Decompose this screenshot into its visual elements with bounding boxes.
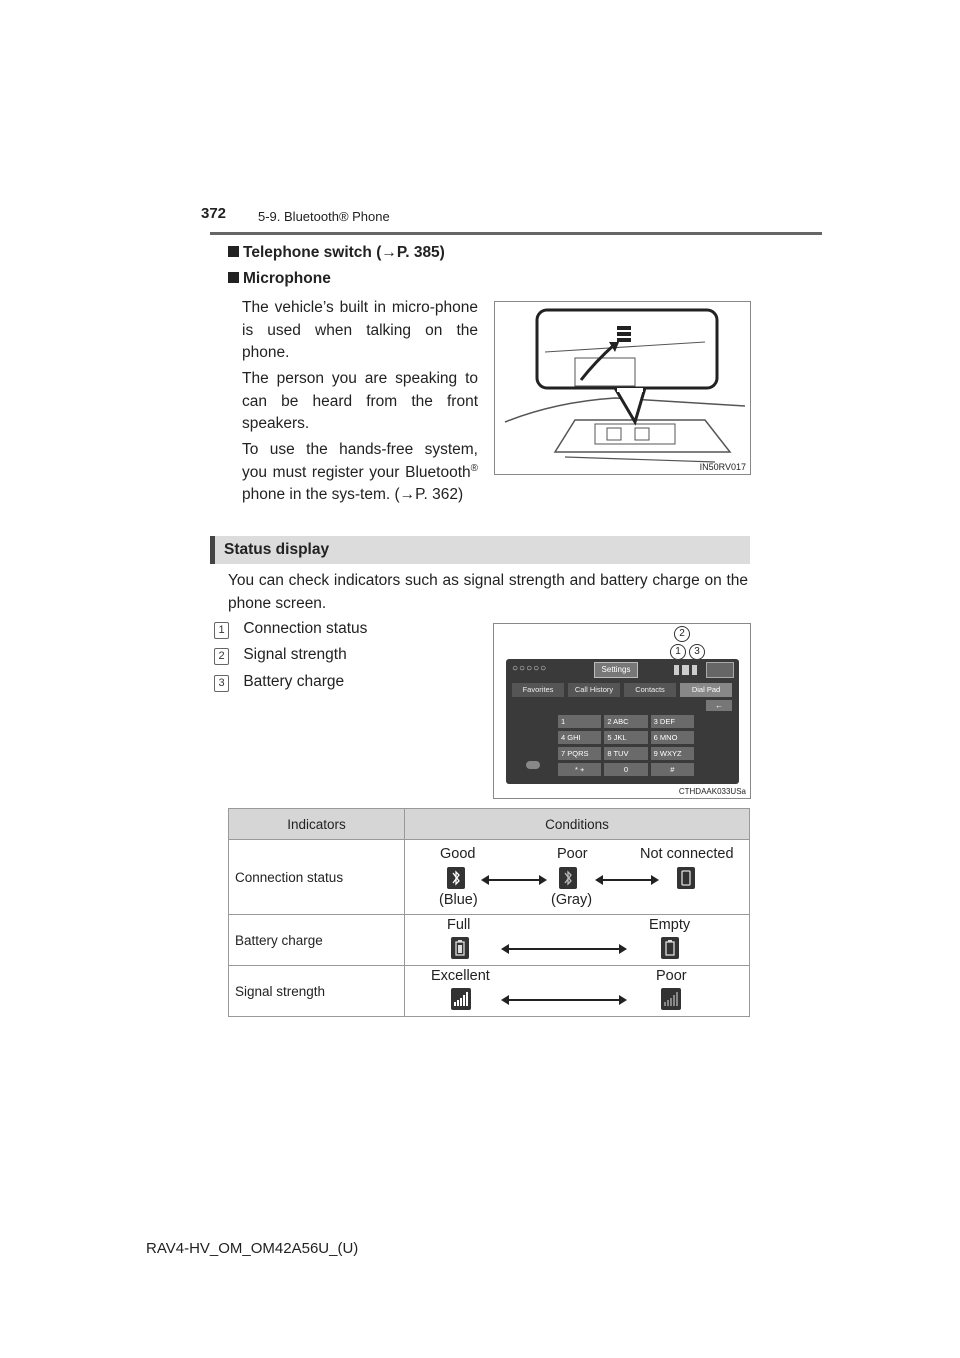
- key-5[interactable]: 5 JKL: [604, 731, 647, 744]
- battery-icon: [692, 665, 697, 675]
- signal-icon: [682, 665, 689, 675]
- settings-button[interactable]: Settings: [594, 662, 638, 678]
- status-display-title: Status display: [224, 541, 330, 558]
- microphone-figure-code: IN50RV017: [699, 462, 746, 472]
- double-arrow-icon: [503, 999, 625, 1001]
- list-item: 2 Signal strength: [214, 646, 347, 665]
- overhead-console-illustration: [495, 302, 750, 474]
- list-item: 1 Connection status: [214, 620, 367, 639]
- bluetooth-blue-icon: [447, 867, 465, 889]
- tab-call-history[interactable]: Call History: [568, 683, 620, 697]
- key-0[interactable]: 0: [604, 763, 647, 776]
- page-number: 372: [201, 205, 227, 222]
- key-3[interactable]: 3 DEF: [651, 715, 694, 728]
- table-row: [229, 915, 750, 966]
- call-icon[interactable]: [526, 761, 540, 769]
- bullet-square-icon: [228, 246, 239, 257]
- battery-full-icon: [451, 937, 469, 959]
- bullet-square-icon: [228, 272, 239, 283]
- microphone-para-1: The vehicle’s built in micro-phone is used when talking on the phone.: [242, 299, 478, 361]
- number-badge: 2: [214, 648, 229, 665]
- signal-excellent-icon: [451, 988, 471, 1010]
- chapter-title: 5-9. Bluetooth® Phone: [258, 209, 390, 224]
- screen-dots: ○○○○○: [512, 663, 548, 674]
- double-arrow-icon: [503, 948, 625, 950]
- battery-empty-icon: [661, 937, 679, 959]
- signal-poor-icon: [661, 988, 681, 1010]
- condition-connection-status: Good Poor Not connected (Blue) (Gray): [405, 840, 750, 915]
- table-row: [229, 840, 750, 915]
- tab-favorites[interactable]: Favorites: [512, 683, 564, 697]
- table-header-row: [229, 809, 750, 840]
- telephone-switch-heading: Telephone switch (→P. 385): [228, 244, 445, 262]
- back-arrow-icon[interactable]: ←: [706, 700, 732, 711]
- tab-dial-pad[interactable]: Dial Pad: [680, 683, 732, 697]
- bluetooth-gray-icon: [559, 867, 577, 889]
- table-header-indicators: Indicators: [229, 809, 405, 840]
- key-hash[interactable]: #: [651, 763, 694, 776]
- condition-battery-charge: Full Empty: [405, 915, 750, 966]
- indicators-table: [228, 808, 750, 1017]
- key-star[interactable]: * +: [558, 763, 601, 776]
- microphone-figure: [494, 301, 751, 475]
- dial-keypad: [558, 715, 694, 776]
- screen-tabs: [512, 683, 732, 697]
- tab-contacts[interactable]: Contacts: [624, 683, 676, 697]
- key-9[interactable]: 9 WXYZ: [651, 747, 694, 760]
- document-id: RAV4-HV_OM_OM42A56U_(U): [146, 1240, 359, 1257]
- number-badge: 3: [214, 675, 229, 692]
- status-display-section-bar: [210, 536, 750, 564]
- callout-1: 1: [670, 644, 686, 660]
- key-4[interactable]: 4 GHI: [558, 731, 601, 744]
- indicator-connection-status: Connection status: [229, 840, 405, 915]
- key-1[interactable]: 1: [558, 715, 601, 728]
- phone-figure-code: CTHDAAK033USa: [678, 787, 746, 796]
- indicator-signal-strength: Signal strength: [229, 966, 405, 1017]
- key-7[interactable]: 7 PQRS: [558, 747, 601, 760]
- double-arrow-icon: [483, 879, 545, 881]
- microphone-para-2: The person you are speaking to can be heard from the front speakers.: [242, 370, 478, 432]
- mail-icon[interactable]: [706, 662, 734, 678]
- number-badge: 1: [214, 622, 229, 639]
- callout-2: 2: [674, 626, 690, 642]
- key-2[interactable]: 2 ABC: [604, 715, 647, 728]
- phone-not-connected-icon: [677, 867, 695, 889]
- key-8[interactable]: 8 TUV: [604, 747, 647, 760]
- indicator-battery-charge: Battery charge: [229, 915, 405, 966]
- table-header-conditions: Conditions: [405, 809, 750, 840]
- callout-3: 3: [689, 644, 705, 660]
- phone-screen: [506, 659, 739, 784]
- table-row: [229, 966, 750, 1017]
- microphone-heading: Microphone: [228, 270, 331, 288]
- status-display-intro: You can check indicators such as signal strength and battery charge on the phone screen.: [228, 572, 748, 612]
- condition-signal-strength: Excellent Poor: [405, 966, 750, 1017]
- list-item: 3 Battery charge: [214, 673, 344, 692]
- bluetooth-icon: [674, 665, 679, 675]
- microphone-para-3: To use the hands-free system, you must register your Bluetooth® phone in the sys-tem. (→P. 362): [242, 441, 478, 503]
- header-rule: [210, 232, 822, 235]
- key-6[interactable]: 6 MNO: [651, 731, 694, 744]
- double-arrow-icon: [597, 879, 657, 881]
